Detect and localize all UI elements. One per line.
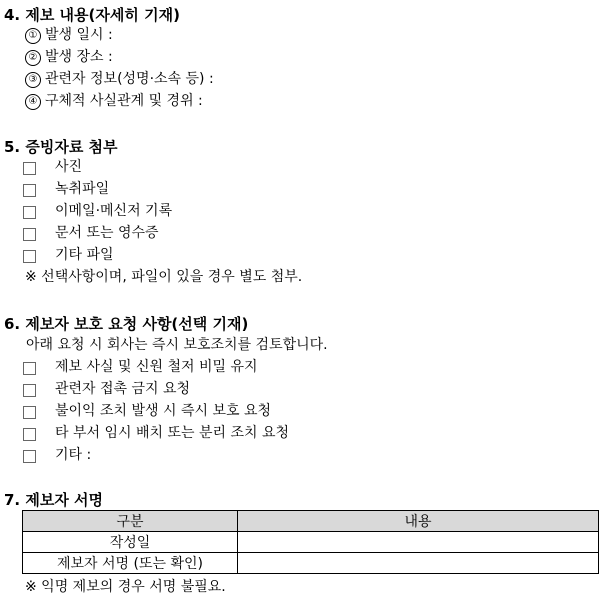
item-text: 관련자 정보(성명·소속 등) : xyxy=(45,71,214,87)
table-header-row xyxy=(23,511,599,532)
item-text: 구체적 사실관계 및 경위 : xyxy=(45,93,203,109)
checkbox-label: 이메일·메신저 기록 xyxy=(55,203,173,219)
checkbox-label: 사진 xyxy=(55,159,83,175)
table-row xyxy=(23,532,599,553)
row-label-date: 작성일 xyxy=(23,532,238,553)
checkbox-no-contact[interactable] xyxy=(23,384,36,397)
circled-number: ② xyxy=(25,50,41,66)
column-header-content: 내용 xyxy=(238,511,599,532)
checkbox-label: 관련자 접촉 금지 요청 xyxy=(55,381,191,397)
table-row xyxy=(23,553,599,574)
section-4-item-4 xyxy=(25,92,203,110)
checkbox-photo[interactable] xyxy=(23,162,36,175)
section-6-intro: 아래 요청 시 회사는 즉시 보호조치를 검토합니다. xyxy=(26,337,328,353)
signature-table xyxy=(22,510,599,574)
checkbox-label: 제보 사실 및 신원 철저 비밀 유지 xyxy=(55,359,258,375)
section-7-note: ※ 익명 제보의 경우 서명 불필요. xyxy=(25,579,226,595)
circled-number: ③ xyxy=(25,72,41,88)
section-4-item-1 xyxy=(25,26,113,44)
section-7-title: 7. 제보자 서명 xyxy=(4,491,104,509)
item-text: 발생 일시 : xyxy=(45,27,113,43)
column-header-category: 구분 xyxy=(23,511,238,532)
row-label-signature: 제보자 서명 (또는 확인) xyxy=(23,553,238,574)
item-text: 발생 장소 : xyxy=(45,49,113,65)
checkbox-other[interactable] xyxy=(23,450,36,463)
checkbox-recording[interactable] xyxy=(23,184,36,197)
date-field[interactable] xyxy=(238,532,599,553)
section-5-title: 5. 증빙자료 첨부 xyxy=(4,138,118,156)
section-6-title: 6. 제보자 보호 요청 사항(선택 기재) xyxy=(4,315,249,333)
section-4-item-2 xyxy=(25,48,113,66)
checkbox-email-messenger[interactable] xyxy=(23,206,36,219)
checkbox-confidentiality[interactable] xyxy=(23,362,36,375)
circled-number: ④ xyxy=(25,94,41,110)
checkbox-reassignment[interactable] xyxy=(23,428,36,441)
section-4-title: 4. 제보 내용(자세히 기재) xyxy=(4,6,180,24)
checkbox-label: 기타 파일 xyxy=(55,247,114,263)
checkbox-label: 타 부서 임시 배치 또는 분리 조치 요청 xyxy=(55,425,290,441)
checkbox-document-receipt[interactable] xyxy=(23,228,36,241)
checkbox-label: 녹취파일 xyxy=(55,181,110,197)
checkbox-label: 문서 또는 영수증 xyxy=(55,225,159,241)
checkbox-protection[interactable] xyxy=(23,406,36,419)
signature-field[interactable] xyxy=(238,553,599,574)
section-5-note: ※ 선택사항이며, 파일이 있을 경우 별도 첨부. xyxy=(25,269,303,285)
checkbox-label: 불이익 조치 발생 시 즉시 보호 요청 xyxy=(55,403,272,419)
section-4-item-3 xyxy=(25,70,214,88)
circled-number: ① xyxy=(25,28,41,44)
checkbox-label: 기타 : xyxy=(55,447,92,463)
checkbox-other-file[interactable] xyxy=(23,250,36,263)
